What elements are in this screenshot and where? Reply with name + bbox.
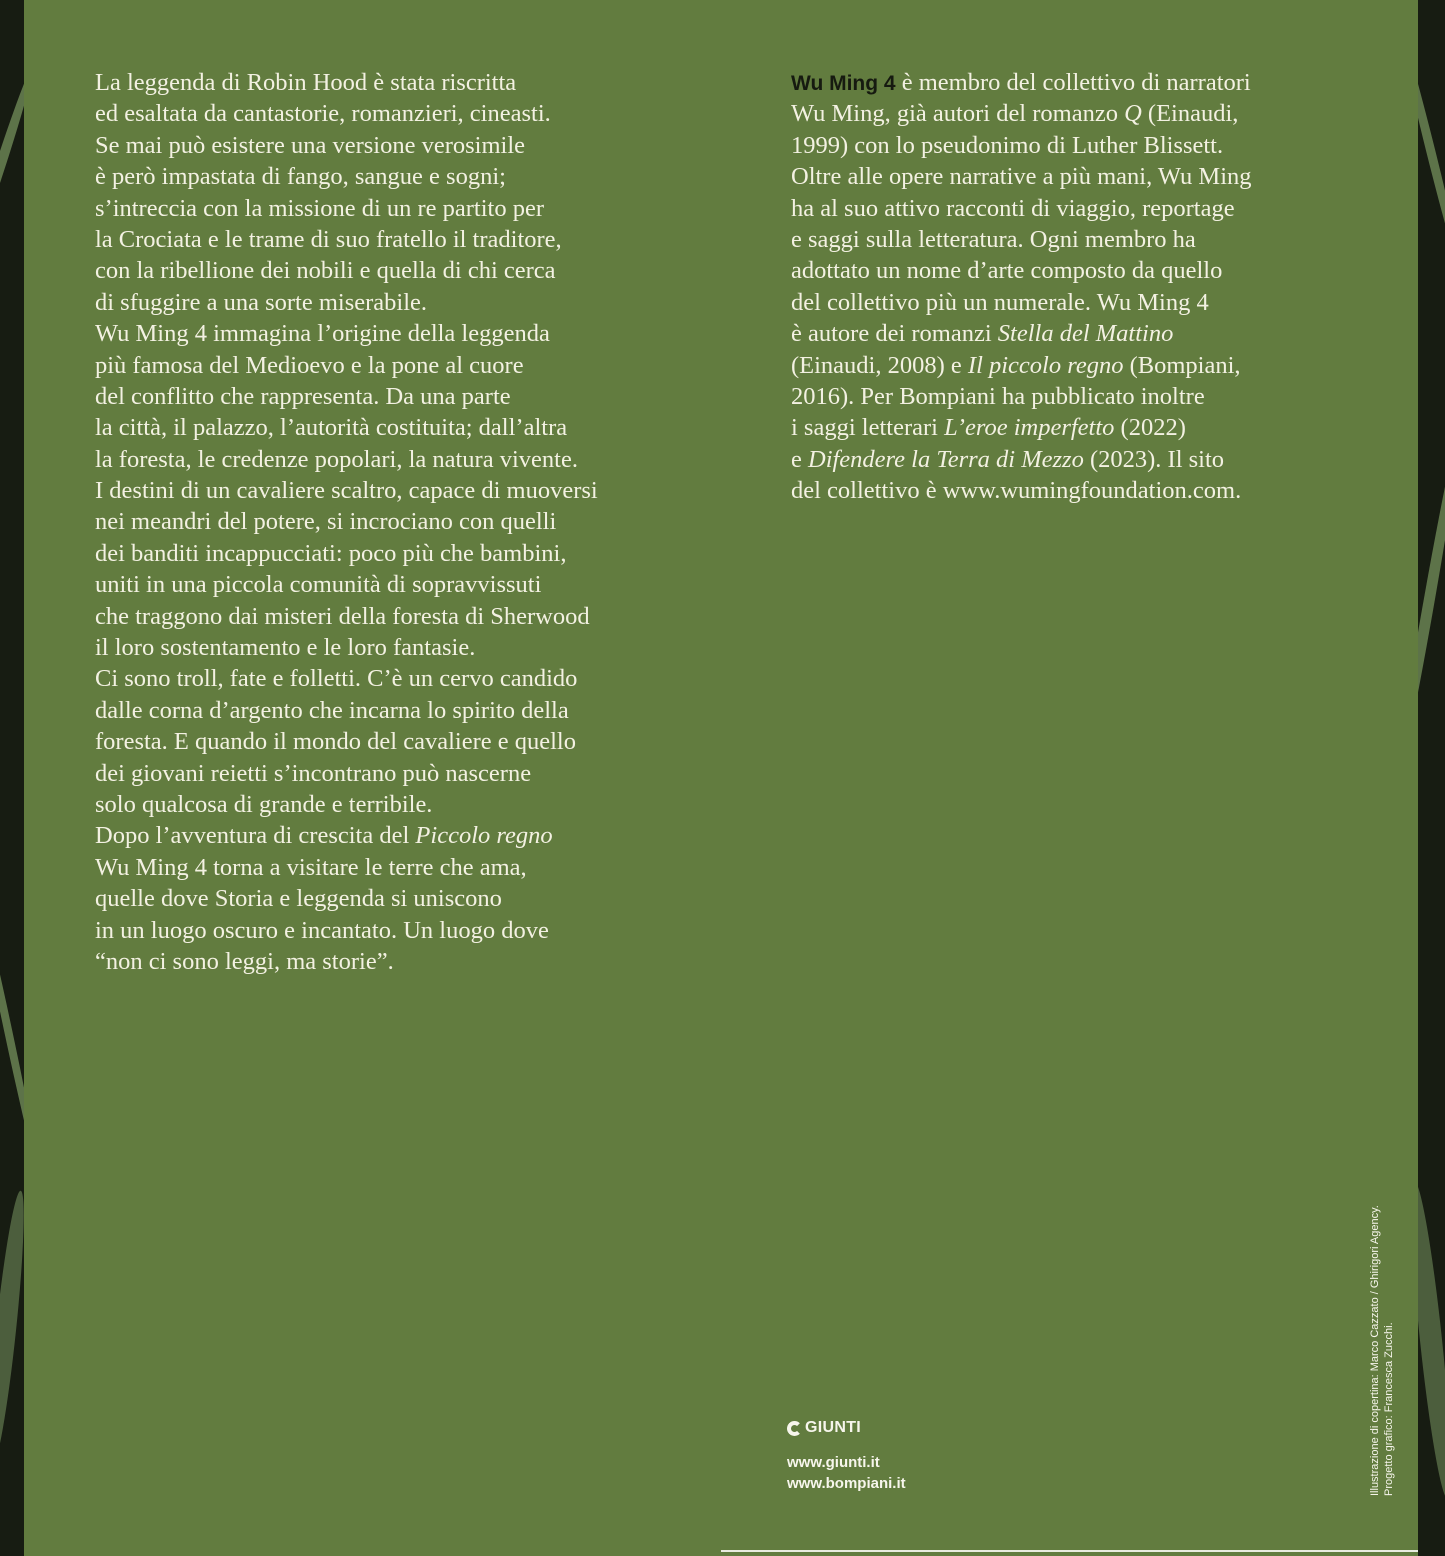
blurb-line: la Crociata e le trame di suo fratello il traditore,: [95, 225, 562, 253]
design-credit: Progetto grafico: Francesca Zucchi.: [1383, 1322, 1395, 1496]
blurb-text: Dopo l’avventura di crescita del: [95, 822, 416, 850]
blurb-line: che traggono dai misteri della foresta di Sherwood: [95, 602, 590, 630]
blurb-line: di sfuggire a una sorte miserabile.: [95, 288, 428, 316]
blurb-line: dalle corna d’argento che incarna lo spirito della: [95, 696, 569, 724]
blurb-line: la foresta, le credenze popolari, la natura vivente.: [95, 445, 578, 473]
bio-text: Wu Ming, già autori del romanzo: [791, 100, 1125, 128]
bio-line: del collettivo è www.wumingfoundation.com.: [791, 477, 1242, 505]
bio-text: (2023). Il sito: [1083, 445, 1225, 473]
book-title-italic: Difendere la Terra di Mezzo: [808, 445, 1084, 473]
blurb-line: la città, il palazzo, l’autorità costituita; dall’altra: [95, 414, 568, 442]
bio-line: ha al suo attivo racconti di viaggio, reportage: [791, 194, 1235, 222]
blurb-line: “non ci sono leggi, ma storie”.: [95, 947, 394, 975]
blurb-line: s’intreccia con la missione di un re partito per: [95, 194, 545, 222]
blurb-line: in un luogo oscuro e incantato. Un luogo dove: [95, 916, 549, 944]
bio-text: (Einaudi,: [1141, 100, 1239, 128]
back-cover-panel: [24, 0, 1418, 1556]
cover-credits: [1368, 1205, 1396, 1496]
bio-text: (Einaudi, 2008) e: [791, 351, 968, 379]
giunti-logo: [787, 1417, 906, 1439]
bio-text: è membro del collettivo di narratori: [895, 69, 1251, 96]
bio-line: 2016). Per Bompiani ha pubblicato inoltre: [791, 382, 1205, 410]
bio-text: è autore dei romanzi: [791, 320, 998, 348]
bio-line: [791, 350, 1252, 381]
author-bio: [791, 67, 1252, 506]
blurb-line: [95, 820, 598, 851]
blurb-line: foresta. E quando il mondo del cavaliere e quello: [95, 728, 576, 756]
blurb-line: Wu Ming 4 torna a visitare le terre che ama,: [95, 853, 527, 881]
bio-line: del collettivo più un numerale. Wu Ming 4: [791, 288, 1209, 316]
blurb-line: ed esaltata da cantastorie, romanzieri, cineasti.: [95, 100, 551, 128]
blurb-line: con la ribellione dei nobili e quella di chi cerca: [95, 257, 556, 285]
bio-line: Oltre alle opere narrative a più mani, Wu Ming: [791, 163, 1252, 191]
blurb-line: Ci sono troll, fate e folletti. C’è un cervo candido: [95, 665, 578, 693]
blurb-line: La leggenda di Robin Hood è stata riscritta: [95, 69, 517, 96]
bio-text: e: [791, 445, 808, 473]
blurb-line: solo qualcosa di grande e terribile.: [95, 790, 433, 818]
illustration-credit: Illustrazione di copertina: Marco Cazzato / Ghirigori Agency.: [1369, 1205, 1381, 1496]
bio-line: [791, 412, 1252, 443]
bio-text: i saggi letterari: [791, 414, 945, 442]
bompiani-link[interactable]: www.bompiani.it: [787, 1475, 906, 1492]
bio-line: [791, 67, 1252, 98]
blurb-line: dei banditi incappucciati: poco più che bambini,: [95, 539, 567, 567]
blurb-line: I destini di un cavaliere scaltro, capace di muoversi: [95, 477, 598, 505]
blurb-line: più famosa del Medioevo e la pone al cuore: [95, 351, 524, 379]
book-title-italic: Il piccolo regno: [967, 351, 1124, 379]
blurb-line: del conflitto che rappresenta. Da una parte: [95, 382, 511, 410]
bio-line: [791, 98, 1252, 129]
blurb-line: Se mai può esistere una versione verosimile: [95, 131, 525, 159]
bottom-divider: [721, 1550, 1418, 1552]
publisher-block: [787, 1417, 906, 1494]
bio-line: e saggi sulla letteratura. Ogni membro ha: [791, 225, 1196, 253]
bio-text: (Bompiani,: [1123, 351, 1241, 379]
giunti-link[interactable]: www.giunti.it: [787, 1454, 880, 1471]
blurb-line: nei meandri del potere, si incrociano con quelli: [95, 508, 557, 536]
blurb-line: uniti in una piccola comunità di sopravvissuti: [95, 571, 542, 599]
bio-line: [791, 444, 1252, 475]
book-title-italic: Piccolo regno: [415, 822, 553, 850]
left-edge-foliage: [0, 0, 24, 1556]
blurb-line: Wu Ming 4 immagina l’origine della leggenda: [95, 320, 550, 348]
blurb-line: quelle dove Storia e leggenda si uniscono: [95, 885, 502, 913]
book-blurb: [95, 67, 598, 977]
blurb-line: dei giovani reietti s’incontrano può nascerne: [95, 759, 532, 787]
book-title-italic: Q: [1124, 100, 1142, 128]
blurb-line: il loro sostentamento e le loro fantasie.: [95, 634, 476, 662]
giunti-logo-text: GIUNTI: [805, 1419, 862, 1436]
right-edge-foliage: [1418, 0, 1445, 1556]
bio-line: adottato un nome d’arte composto da quello: [791, 257, 1223, 285]
blurb-line: è però impastata di fango, sangue e sogni;: [95, 163, 506, 191]
bio-line: 1999) con lo pseudonimo di Luther Blissett.: [791, 131, 1224, 159]
book-title-italic: Stella del Mattino: [997, 320, 1174, 348]
giunti-logo-icon: [787, 1421, 802, 1436]
bio-text: (2022): [1114, 414, 1186, 442]
bio-line: [791, 318, 1252, 349]
author-name: Wu Ming 4: [791, 72, 896, 95]
publisher-links: [787, 1452, 906, 1494]
book-title-italic: L’eroe imperfetto: [944, 414, 1115, 442]
